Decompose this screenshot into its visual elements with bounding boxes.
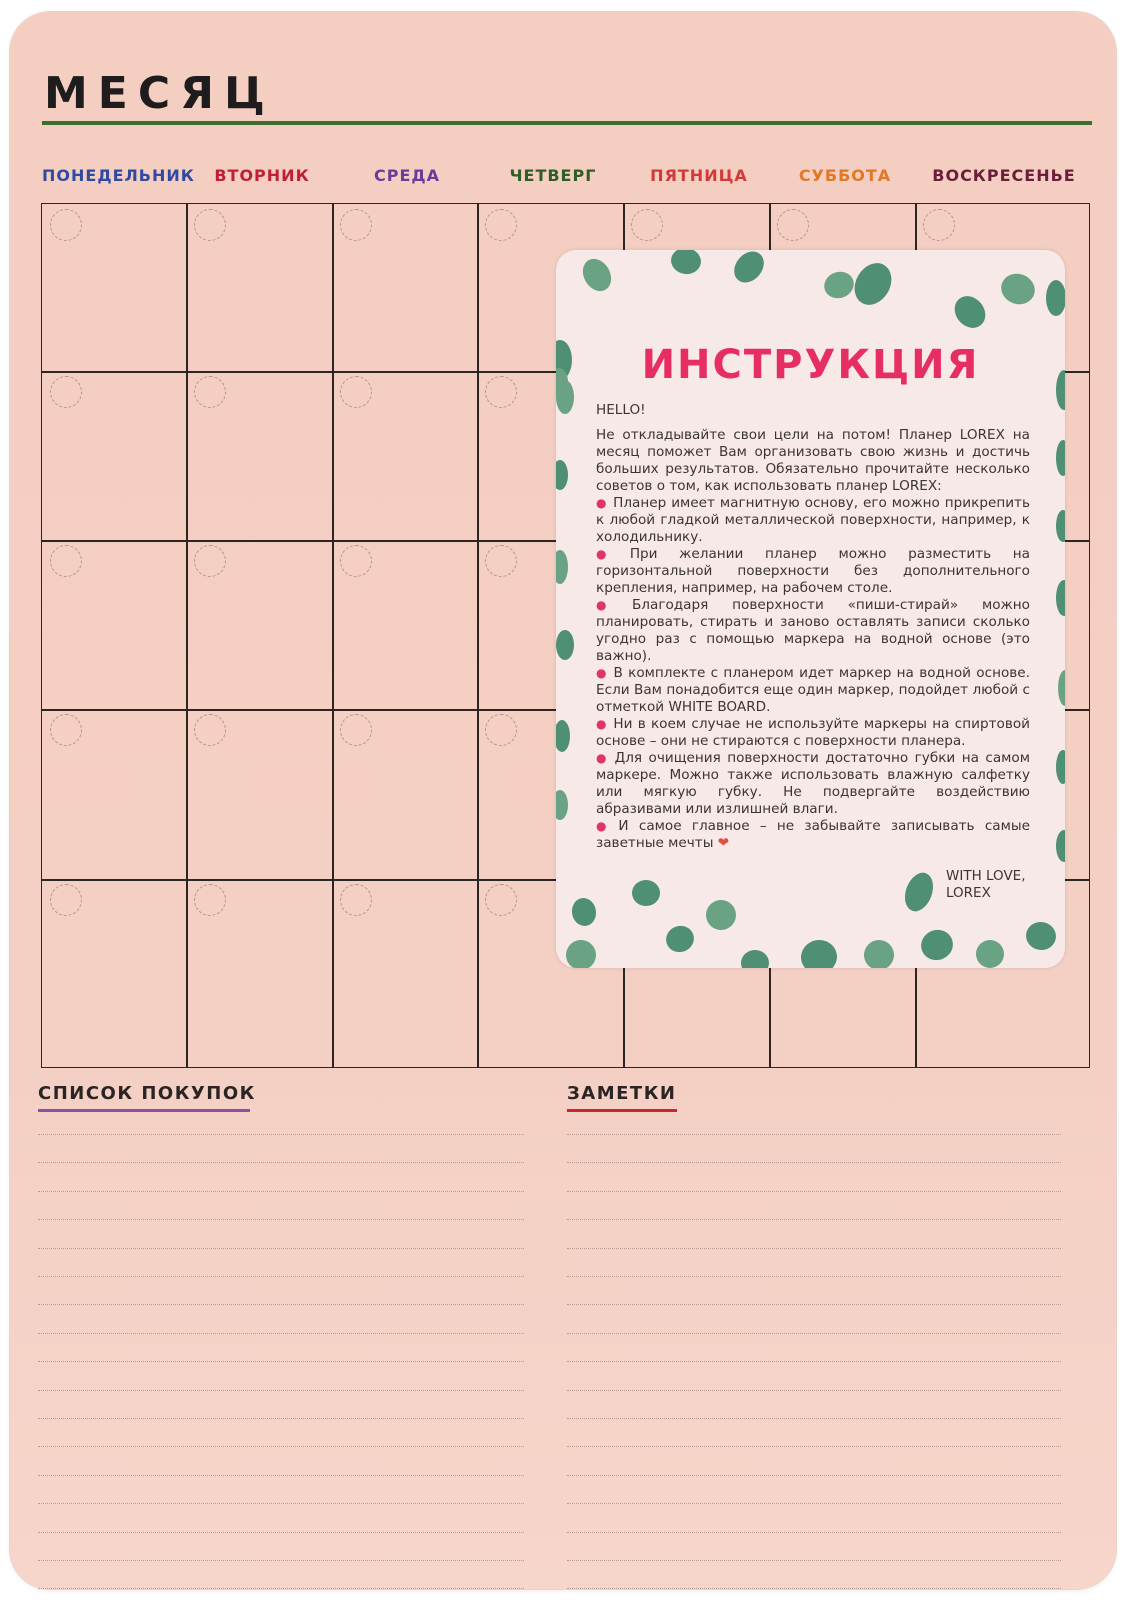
writing-line[interactable] [567,1361,1061,1362]
date-circle [194,714,226,746]
date-circle [50,376,82,408]
month-title-rule [42,121,1092,125]
instruction-intro: Не откладывайте свои цели на потом! Планер LOREX на месяц поможет Вам организовать свою жизнь и достичь больших результатов. Обязательно прочитайте несколько советов о том, как использовать планер LOREX: [596,427,1030,494]
weekday-friday: ПЯТНИЦА [650,166,748,185]
instruction-tip: ● Благодаря поверхности «пиши-стирай» можно планировать, стирать и заново оставлять записи сколько угодно раз с помощью маркера на водной основе (это важно). [596,597,1030,664]
bullet-icon: ● [596,496,608,510]
date-circle [50,714,82,746]
writing-line[interactable] [567,1333,1061,1334]
bullet-icon: ● [596,666,608,680]
leaf-shape [1056,750,1065,784]
writing-line[interactable] [38,1162,524,1163]
leaf-shape [1056,510,1065,542]
leaf-shape [632,880,660,906]
leaf-shape [798,937,839,968]
date-circle [631,209,663,241]
date-circle [194,209,226,241]
writing-line[interactable] [567,1304,1061,1305]
writing-line[interactable] [38,1276,524,1277]
leaf-shape [900,869,938,915]
writing-line[interactable] [38,1390,524,1391]
date-circle [50,209,82,241]
writing-line[interactable] [38,1191,524,1192]
notes-title: ЗАМЕТКИ [567,1083,677,1104]
writing-line[interactable] [38,1304,524,1305]
leaf-shape [1046,280,1065,316]
bullet-icon: ● [596,751,609,765]
leaf-shape [741,950,769,968]
instruction-tip: ● Для очищения поверхности достаточно губки на самом маркере. Можно также использовать влажную салфетку или мягкую губку. Не подвергайте воздействию абразивами или излишней влаги. [596,750,1030,817]
bullet-icon: ● [596,717,608,731]
writing-line[interactable] [38,1532,524,1533]
writing-line[interactable] [38,1475,524,1476]
date-circle [194,376,226,408]
leaf-shape [1056,830,1065,862]
weekday-sunday: ВОСКРЕСЕНЬЕ [932,166,1076,185]
weekday-monday: ПОНЕДЕЛЬНИК [42,166,195,185]
grid-column-divider [477,204,479,1067]
weekday-thursday: ЧЕТВЕРГ [509,166,597,185]
leaf-shape [669,250,703,276]
month-title: МЕСЯЦ [44,68,275,119]
notes-underline [567,1109,677,1112]
weekday-wednesday: СРЕДА [373,166,441,185]
shopping-list-title: СПИСОК ПОКУПОК [38,1083,256,1104]
writing-line[interactable] [567,1191,1061,1192]
instruction-card [556,250,1065,968]
leaf-shape [556,460,568,490]
writing-line[interactable] [567,1475,1061,1476]
date-circle [340,545,372,577]
leaf-shape [570,896,598,928]
instruction-tip: ● И самое главное – не забывайте записывать самые заветные мечты ❤ [596,818,1030,851]
writing-line[interactable] [567,1446,1061,1447]
date-circle [340,884,372,916]
writing-line[interactable] [567,1134,1061,1135]
leaf-shape [862,938,897,968]
leaf-shape [997,269,1039,309]
date-circle [50,884,82,916]
leaf-shape [847,256,898,311]
writing-line[interactable] [38,1361,524,1362]
writing-line[interactable] [567,1162,1061,1163]
instruction-title: ИНСТРУКЦИЯ [641,342,980,388]
heart-icon: ❤ [717,835,730,851]
date-circle [485,376,517,408]
writing-line[interactable] [38,1503,524,1504]
leaf-shape [1024,920,1058,953]
instruction-tip: ● Планер имеет магнитную основу, его можно прикрепить к любой гладкой металлической поверхности, например, к холодильнику. [596,495,1030,545]
date-circle [485,545,517,577]
date-circle [340,209,372,241]
weekday-header [42,166,1092,192]
instruction-tip: ● При желании планер можно разместить на горизонтальной поверхности без дополнительного крепления, например, на рабочем столе. [596,546,1030,596]
leaf-shape [577,254,617,296]
date-circle [777,209,809,241]
date-circle [923,209,955,241]
instruction-greeting: HELLO! [596,402,646,418]
writing-line[interactable] [38,1219,524,1220]
instruction-tip: ● В комплекте с планером идет маркер на водной основе. Если Вам понадобится еще один маркер, подойдет любой с отметкой WHITE BOARD. [596,665,1030,715]
leaf-shape [662,922,697,956]
writing-line[interactable] [38,1418,524,1419]
leaf-shape [701,895,742,936]
date-circle [194,545,226,577]
writing-line[interactable] [38,1248,524,1249]
grid-column-divider [186,204,188,1067]
leaf-shape [562,936,600,968]
leaf-shape [1058,670,1065,706]
date-circle [340,714,372,746]
writing-line[interactable] [567,1248,1061,1249]
date-circle [340,376,372,408]
instruction-signoff: WITH LOVE, LOREX [946,868,1026,901]
weekday-tuesday: ВТОРНИК [214,166,310,185]
writing-line[interactable] [567,1418,1061,1419]
writing-line[interactable] [567,1390,1061,1391]
writing-line[interactable] [567,1503,1061,1504]
instruction-text [596,402,1030,852]
date-circle [485,884,517,916]
writing-line[interactable] [567,1588,1061,1589]
leaf-shape [976,940,1004,968]
date-circle [485,209,517,241]
writing-line[interactable] [38,1560,524,1561]
leaf-shape [556,720,570,752]
leaf-shape [917,925,957,964]
writing-line[interactable] [38,1134,524,1135]
date-circle [194,884,226,916]
bullet-icon: ● [596,819,613,833]
writing-line[interactable] [38,1333,524,1334]
writing-line[interactable] [38,1588,524,1589]
weekday-saturday: СУББОТА [798,166,892,185]
writing-line[interactable] [567,1560,1061,1561]
shopping-list-underline [38,1109,250,1112]
date-circle [485,714,517,746]
writing-line[interactable] [567,1219,1061,1220]
writing-line[interactable] [567,1276,1061,1277]
bullet-icon: ● [596,598,626,612]
leaf-shape [820,268,857,303]
writing-line[interactable] [38,1446,524,1447]
leaf-shape [948,290,991,334]
leaf-shape [556,550,568,584]
leaf-shape [556,630,574,660]
writing-line[interactable] [567,1532,1061,1533]
bullet-icon: ● [596,547,624,561]
leaf-shape [1056,440,1065,476]
leaf-shape [728,250,770,288]
leaf-shape [1056,580,1065,616]
grid-column-divider [332,204,334,1067]
leaf-shape [556,790,568,820]
date-circle [50,545,82,577]
instruction-tip: ● Ни в коем случае не используйте маркеры на спиртовой основе – они не стираются с поверхности планера. [596,716,1030,749]
